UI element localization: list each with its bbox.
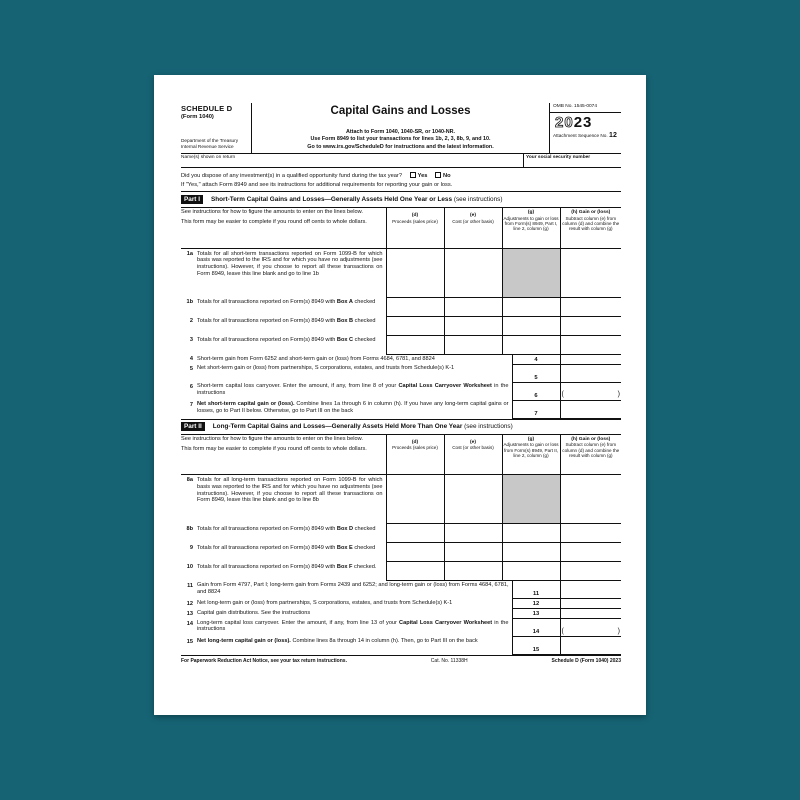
line-8a-row — [181, 475, 621, 524]
line-9-cost-field[interactable] — [444, 543, 502, 562]
line-2-cost-field[interactable] — [444, 316, 502, 335]
line-14-description — [197, 619, 512, 637]
line-3-cost-field[interactable] — [444, 335, 502, 354]
line-8a-cost-field[interactable] — [444, 475, 502, 524]
open-paren: ( — [561, 627, 564, 635]
intro-text-1: See instructions for how to figure the amounts to enter on the lines below. — [181, 209, 363, 216]
line-14-text: Long-term capital loss carryover. Enter the amount, if any, from line 13 of your — [197, 619, 397, 626]
line-1b-description — [197, 297, 386, 316]
line-8b-gain-field[interactable] — [560, 524, 621, 543]
no-label: No — [443, 173, 451, 179]
close-paren: ) — [617, 391, 621, 399]
form-number: (Form 1040) — [181, 114, 214, 121]
schedule-d-form — [181, 103, 621, 664]
form-title-block — [252, 103, 549, 153]
close-paren: ) — [617, 627, 621, 635]
line-12-row — [181, 599, 621, 609]
yes-label: Yes — [417, 173, 428, 179]
line-8b-row — [181, 524, 621, 543]
line-7-description — [197, 400, 512, 418]
line-3-description — [197, 335, 386, 354]
form-year-block — [549, 103, 621, 153]
line-6-end: in the instructions — [197, 383, 509, 396]
line-number: 8b — [186, 525, 193, 532]
line-6-row — [181, 382, 621, 400]
line-11-number-box: 11 — [512, 581, 560, 599]
column-d-text: Proceeds (sales price) — [392, 218, 438, 224]
line-1a-row — [181, 248, 621, 297]
line-number: 3 — [189, 337, 193, 344]
footer-form-id: Schedule D (Form 1040) 2023 — [551, 658, 621, 665]
form-header — [181, 103, 621, 154]
column-intro — [181, 208, 386, 248]
line-3-end: checked — [354, 337, 376, 344]
line-12-amount-field[interactable] — [560, 599, 621, 609]
line-9-description — [197, 543, 386, 562]
line-1a-proceeds-field[interactable] — [386, 248, 444, 297]
tax-year-suffix: 23 — [573, 113, 593, 131]
line-13-number-box: 13 — [512, 609, 560, 619]
column-d-header — [386, 435, 444, 475]
line-8b-proceeds-field[interactable] — [386, 524, 444, 543]
qof-note: If "Yes," attach Form 8949 and see its instructions for additional requirements for reporting your gain or loss. — [181, 181, 453, 188]
column-h-text: Subtract column (e) from column (d) and combine the result with column (g) — [562, 442, 620, 458]
part-2-title — [213, 423, 513, 431]
line-1b-proceeds-field[interactable] — [386, 297, 444, 316]
line-4-number-box: 4 — [512, 354, 560, 364]
line-8b-box: Box D — [336, 525, 354, 532]
column-g-header — [502, 435, 560, 475]
subtitle-use: Use Form 8949 to list your transactions for lines 1b, 2, 3, 8b, 9, and 10. — [310, 136, 491, 143]
line-2-end: checked — [354, 318, 376, 325]
line-15-row — [181, 637, 621, 655]
name-row — [181, 154, 621, 168]
line-3-text: Totals for all transactions reported on Form(s) 8949 with — [197, 337, 336, 344]
qualified-opportunity-fund-question — [181, 168, 621, 192]
line-9-box: Box E — [336, 544, 353, 551]
line-2-proceeds-field[interactable] — [386, 316, 444, 335]
qof-question-text: Did you dispose of any investment(s) in a qualified opportunity fund during the tax year? — [181, 173, 402, 179]
column-g-tag: (g) — [527, 436, 535, 442]
line-7-number-box: 7 — [512, 400, 560, 418]
line-3-adjustments-field[interactable] — [502, 335, 560, 354]
line-14-end: in the instructions — [197, 619, 509, 633]
line-11-amount-field[interactable] — [560, 581, 621, 599]
omb-number: OMB No. 1545-0074 — [550, 103, 621, 113]
column-g-header — [502, 208, 560, 248]
form-subtitle — [252, 129, 549, 151]
form-id-block — [181, 103, 252, 153]
column-e-text: Cost (or other basis) — [452, 445, 494, 451]
column-h-tag: (h) Gain or (loss) — [571, 436, 611, 442]
line-9-text: Totals for all transactions reported on Form(s) 8949 with — [197, 544, 336, 551]
line-7-amount-field[interactable] — [560, 400, 621, 418]
line-number: 12 — [186, 600, 193, 607]
sequence-number: 12 — [609, 131, 617, 139]
column-intro — [181, 435, 386, 475]
line-number: 9 — [189, 544, 193, 551]
line-1b-adjustments-field[interactable] — [502, 297, 560, 316]
line-2-gain-field[interactable] — [560, 316, 621, 335]
column-h-text: Subtract column (e) from column (d) and combine the result with column (g) — [562, 215, 620, 232]
tax-year-prefix: 20 — [555, 113, 574, 131]
line-1b-row — [181, 297, 621, 316]
line-8b-adjustments-field[interactable] — [502, 524, 560, 543]
column-d-tag: (d) — [411, 213, 419, 219]
line-number: 11 — [187, 582, 193, 589]
intro-text-2: This form may be easier to complete if you round off cents to whole dollars. — [181, 219, 367, 226]
subtitle-attach: Attach to Form 1040, 1040-SR, or 1040-NR. — [345, 129, 456, 136]
column-e-header — [444, 208, 502, 248]
column-e-tag: (e) — [470, 439, 476, 445]
column-e-header — [444, 435, 502, 475]
column-h-header — [560, 208, 621, 248]
attachment-sequence — [550, 132, 621, 140]
part-1-title-note: (see instructions) — [453, 195, 503, 203]
line-7-row — [181, 400, 621, 418]
line-6-worksheet: Capital Loss Carryover Worksheet — [398, 383, 492, 390]
line-1a-description: Totals for all short-term transactions reported on Form 1099-B for which basis was reported to the IRS and for which you have no adjustments (see instructions). However, if you choose to report all these transactions on Form 8949, leave this line blank and go to line 1b — [197, 250, 383, 277]
line-10-cost-field[interactable] — [444, 562, 502, 581]
department-label — [181, 138, 238, 150]
line-10-box: Box F — [336, 563, 353, 570]
line-1b-gain-field[interactable] — [560, 297, 621, 316]
line-4-row — [181, 354, 621, 364]
line-9-row — [181, 543, 621, 562]
line-14-row — [181, 619, 621, 637]
line-6-text: Short-term capital loss carryover. Enter the amount, if any, from line 8 of your — [197, 383, 397, 390]
line-number: 2 — [189, 318, 193, 325]
line-10-text: Totals for all transactions reported on Form(s) 8949 with — [197, 563, 336, 570]
tax-form-page — [154, 75, 646, 715]
line-7-text: Combine lines 1a through 6 in column (h). If you have any long-term capital gains or losses, go to Part II below. Otherwise, go to Part III on the back — [197, 401, 509, 414]
ssn-field[interactable]: Your social security number — [523, 154, 621, 167]
no-checkbox[interactable] — [435, 172, 441, 178]
form-title: Capital Gains and Losses — [330, 105, 471, 117]
line-6-amount-field[interactable] — [560, 382, 621, 400]
part-2-header — [181, 419, 621, 435]
line-number: 1a — [186, 250, 193, 257]
line-9-end: checked — [354, 544, 376, 551]
qof-question-line — [181, 172, 621, 181]
line-8a-gain-field[interactable] — [560, 475, 621, 524]
column-h-tag: (h) Gain or (loss) — [571, 210, 611, 216]
line-8a-proceeds-field[interactable] — [386, 475, 444, 524]
line-14-worksheet: Capital Loss Carryover Worksheet — [399, 619, 493, 626]
catalog-number: Cat. No. 11338H — [430, 658, 468, 665]
line-number: 6 — [189, 384, 193, 391]
paperwork-notice: For Paperwork Reduction Act Notice, see your tax return instructions. — [181, 658, 347, 665]
open-paren: ( — [561, 391, 564, 399]
part-2-label: Part II — [181, 422, 205, 432]
column-e-tag: (e) — [470, 213, 476, 219]
part-1-title — [211, 196, 503, 204]
line-5-description: Net short-term gain or (loss) from partnerships, S corporations, estates, and trusts from Schedule(s) K-1 — [197, 365, 455, 372]
line-15-text: Combine lines 8a through 14 in column (h). Then, go to Part III on the back — [292, 637, 478, 644]
line-number: 1b — [186, 299, 193, 306]
line-2-text: Totals for all transactions reported on Form(s) 8949 with — [197, 318, 336, 325]
line-8b-end: checked — [354, 525, 376, 532]
irs-text: Internal Revenue Service — [181, 144, 234, 150]
line-9-adjustments-field[interactable] — [502, 543, 560, 562]
form-footer — [181, 655, 621, 664]
part-2-column-headers — [181, 435, 621, 475]
line-5-number-box: 5 — [512, 364, 560, 382]
part-1-table — [181, 208, 621, 419]
part-2-table — [181, 435, 621, 656]
line-10-row — [181, 562, 621, 581]
line-15-amount-field[interactable] — [560, 637, 621, 655]
subtitle-goto: Go to www.irs.gov/ScheduleD for instructions and the latest information. — [307, 143, 494, 150]
line-2-box: Box B — [336, 318, 354, 325]
line-9-gain-field[interactable] — [560, 543, 621, 562]
line-15-bold: Net long-term capital gain or (loss). — [197, 637, 291, 644]
line-11-row — [181, 581, 621, 599]
line-8a-description: Totals for all long-term transactions reported on Form 1099-B for which basis was reported to the IRS and for which you have no adjustments (see instructions). However, if you choose to report all these transactions on Form 8949, leave this line blank and go to line 8b — [197, 477, 383, 504]
line-3-gain-field[interactable] — [560, 335, 621, 354]
line-12-description: Net long-term gain or (loss) from partnerships, S corporations, estates, and trusts from Schedule(s) K-1 — [197, 599, 453, 606]
line-7-bold: Net short-term capital gain or (loss). — [197, 401, 295, 408]
tax-year — [550, 114, 621, 132]
intro-text-1: See instructions for how to figure the amounts to enter on the lines below. — [181, 435, 363, 442]
line-11-description: Gain from Form 4797, Part I; long-term gain from Forms 2439 and 6252; and long-term gain or (loss) from Forms 4684, 6781, and 8824 — [197, 582, 509, 595]
line-8b-description — [197, 524, 386, 543]
line-14-amount-field[interactable] — [560, 619, 621, 637]
part-2-title-text: Long-Term Capital Gains and Losses—Generally Assets Held More Than One Year — [212, 422, 463, 430]
line-number: 8a — [186, 477, 193, 484]
line-10-end: checked. — [354, 563, 377, 570]
line-3-proceeds-field[interactable] — [386, 335, 444, 354]
line-5-amount-field[interactable] — [560, 364, 621, 382]
line-4-amount-field[interactable] — [560, 354, 621, 364]
intro-text-2: This form may be easier to complete if you round off cents to whole dollars. — [181, 445, 367, 452]
part-2-title-note: (see instructions) — [464, 422, 513, 430]
line-1b-text: Totals for all transactions reported on Form(s) 8949 with — [197, 299, 336, 306]
line-13-amount-field[interactable] — [560, 609, 621, 619]
part-1-header — [181, 192, 621, 208]
line-10-proceeds-field[interactable] — [386, 562, 444, 581]
line-5-row — [181, 364, 621, 382]
attachment-label: Attachment Sequence No. — [553, 132, 608, 138]
line-number: 15 — [186, 638, 193, 645]
column-e-text: Cost (or other basis) — [452, 218, 494, 224]
yes-checkbox[interactable] — [410, 172, 416, 178]
part-1-label: Part I — [181, 195, 203, 205]
line-1b-box: Box A — [336, 299, 353, 306]
line-9-proceeds-field[interactable] — [386, 543, 444, 562]
name-field[interactable]: Name(s) shown on return — [181, 154, 236, 160]
line-1b-end: checked — [354, 299, 376, 306]
line-13-description: Capital gain distributions. See the instructions — [197, 609, 311, 616]
line-1a-gain-field[interactable] — [560, 248, 621, 297]
schedule-name: SCHEDULE D — [181, 104, 233, 113]
line-number: 13 — [186, 610, 193, 617]
line-3-row — [181, 335, 621, 354]
line-6-description — [197, 382, 512, 400]
line-8b-cost-field[interactable] — [444, 524, 502, 543]
line-6-number-box: 6 — [512, 382, 560, 400]
column-g-text: Adjustments to gain or loss from Form(s) 8949, Part I, line 2, column (g) — [503, 215, 559, 232]
line-1b-cost-field[interactable] — [444, 297, 502, 316]
part-1-title-text: Short-Term Capital Gains and Losses—Generally Assets Held One Year or Less — [210, 195, 453, 203]
part-1-column-headers — [181, 208, 621, 248]
column-h-header — [560, 435, 621, 475]
line-number: 5 — [189, 366, 193, 373]
line-3-box: Box C — [336, 337, 354, 344]
line-2-description — [197, 316, 386, 335]
line-10-gain-field[interactable] — [560, 562, 621, 581]
line-number: 10 — [186, 563, 193, 570]
column-d-tag: (d) — [411, 439, 419, 445]
line-8b-text: Totals for all transactions reported on Form(s) 8949 with — [197, 525, 336, 532]
line-8a-adjustments-shaded — [502, 475, 560, 524]
line-15-description — [197, 637, 512, 655]
column-d-text: Proceeds (sales price) — [392, 445, 438, 451]
line-4-description: Short-term gain from Form 6252 and short-term gain or (loss) from Forms 4684, 6781, and 8824 — [197, 355, 435, 362]
line-14-number-box: 14 — [512, 619, 560, 637]
column-g-text: Adjustments to gain or loss from Form(s) 8949, Part II, line 2, column (g) — [503, 442, 559, 458]
column-g-tag: (g) — [527, 210, 535, 216]
line-10-description — [197, 562, 386, 581]
line-number: 4 — [189, 356, 193, 363]
line-2-adjustments-field[interactable] — [502, 316, 560, 335]
line-2-row — [181, 316, 621, 335]
column-d-header — [386, 208, 444, 248]
line-10-adjustments-field[interactable] — [502, 562, 560, 581]
line-13-row — [181, 609, 621, 619]
line-number: 14 — [186, 620, 193, 627]
line-1a-cost-field[interactable] — [444, 248, 502, 297]
line-15-number-box: 15 — [512, 637, 560, 655]
line-12-number-box: 12 — [512, 599, 560, 609]
line-number: 7 — [189, 402, 193, 409]
line-1a-adjustments-shaded — [502, 248, 560, 297]
department-text: Department of the Treasury — [181, 138, 239, 144]
